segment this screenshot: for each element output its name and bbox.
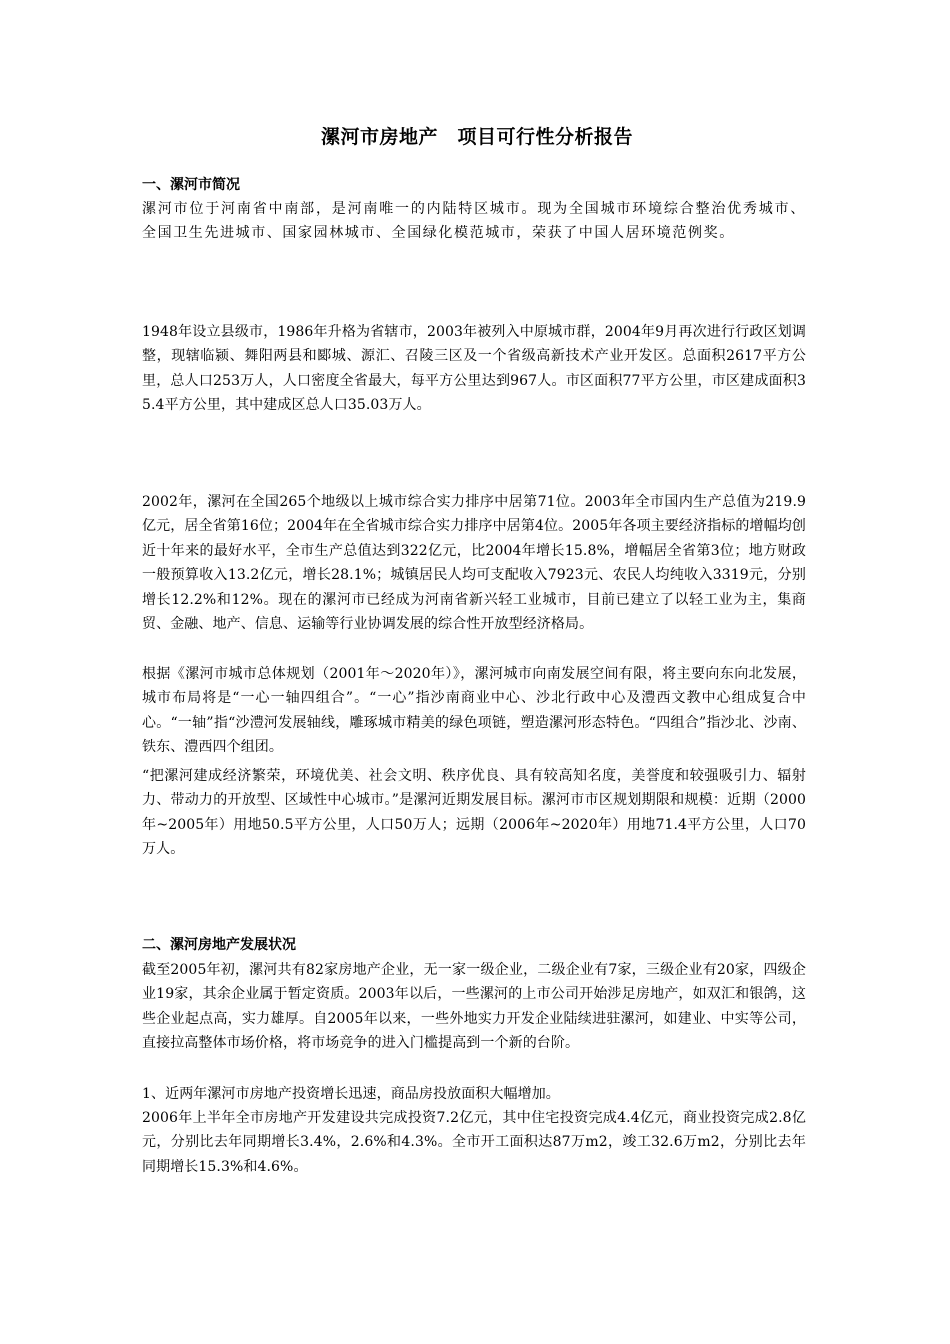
document-title: 漯河市房地产 项目可行性分析报告	[320, 126, 633, 148]
document-page	[142, 0, 812, 1344]
section-2-paragraph-1: 截至2005年初，漯河共有82家房地产企业，无一家一级企业，二级企业有7家，三级企业有20家，四级企业19家，其余企业属于暂定资质。2003年以后，一些漯河的上市公司开始涉足房地产，如双汇和银鸽，这些企业起点高，实力雄厚。自2005年以来，一些外地实力开发企业陆续进驻漯河，如建业、中实等公司，直接拉高整体市场价格，将市场竞争的进入门槛提高到一个新的台阶。	[142, 962, 806, 1052]
section-1-paragraph-5: “把漯河建成经济繁荣，环境优美、社会文明、秩序优良、具有较高知名度，美誉度和较强吸引力、辐射力、带动力的开放型、区域性中心城市。”是漯河近期发展目标。漯河市市区规划期限和规模：近期（2000年~2005年）用地50.5平方公里，人口50万人；远期（2006年~2020年）用地71.4平方公里，人口70万人。	[142, 768, 806, 858]
section-2-paragraph-2: 1、近两年漯河市房地产投资增长迅速，商品房投放面积大幅增加。	[142, 1086, 560, 1102]
section-2-paragraph-3: 2006年上半年全市房地产开发建设共完成投资7.2亿元，其中住宅投资完成4.4亿元，商业投资完成2.8亿元，分别比去年同期增长3.4%，2.6%和4.3%。全市开工面积达87万m2，竣工32.6万m2，分别比去年同期增长15.3%和4.6%。	[142, 1110, 806, 1175]
section-1-heading: 一、漯河市简况	[142, 177, 240, 193]
section-1-paragraph-1: 漯河市位于河南省中南部，是河南唯一的内陆特区城市。现为全国城市环境综合整治优秀城市、全国卫生先进城市、国家园林城市、全国绿化模范城市，荣获了中国人居环境范例奖。	[142, 201, 806, 242]
section-2-heading: 二、漯河房地产发展状况	[142, 937, 296, 953]
section-1-paragraph-4: 根据《漯河市城市总体规划（2001年～2020年）》，漯河城市向南发展空间有限，将主要向东向北发展，城市布局将是“一心一轴四组合”。“一心”指沙南商业中心、沙北行政中心及澧西文教中心组成复合中心。“一轴”指“沙澧河发展轴线，雕琢城市精美的绿色项链，塑造漯河形态特色。“四组合”指沙北、沙南、铁东、澧西四个组团。	[142, 666, 806, 756]
section-1-paragraph-2: 1948年设立县级市，1986年升格为省辖市，2003年被列入中原城市群，2004年9月再次进行行政区划调整，现辖临颍、舞阳两县和郾城、源汇、召陵三区及一个省级高新技术产业开发区。总面积2617平方公里，总人口253万人，人口密度全省最大，每平方公里达到967人。市区面积77平方公里，市区建成面积35.4平方公里，其中建成区总人口35.03万人。	[142, 324, 806, 414]
section-1-paragraph-3: 2002年，漯河在全国265个地级以上城市综合实力排序中居第71位。2003年全市国内生产总值为219.9亿元，居全省第16位；2004年在全省城市综合实力排序中居第4位。2005年各项主要经济指标的增幅均创近十年来的最好水平，全市生产总值达到322亿元，比2004年增长15.8%，增幅居全省第3位；地方财政一般预算收入13.2亿元，增长28.1%；城镇居民人均可支配收入7923元、农民人均纯收入3319元，分别增长12.2%和12%。现在的漯河市已经成为河南省新兴轻工业城市，目前已建立了以轻工业为主，集商贸、金融、地产、信息、运输等行业协调发展的综合性开放型经济格局。	[142, 494, 806, 633]
